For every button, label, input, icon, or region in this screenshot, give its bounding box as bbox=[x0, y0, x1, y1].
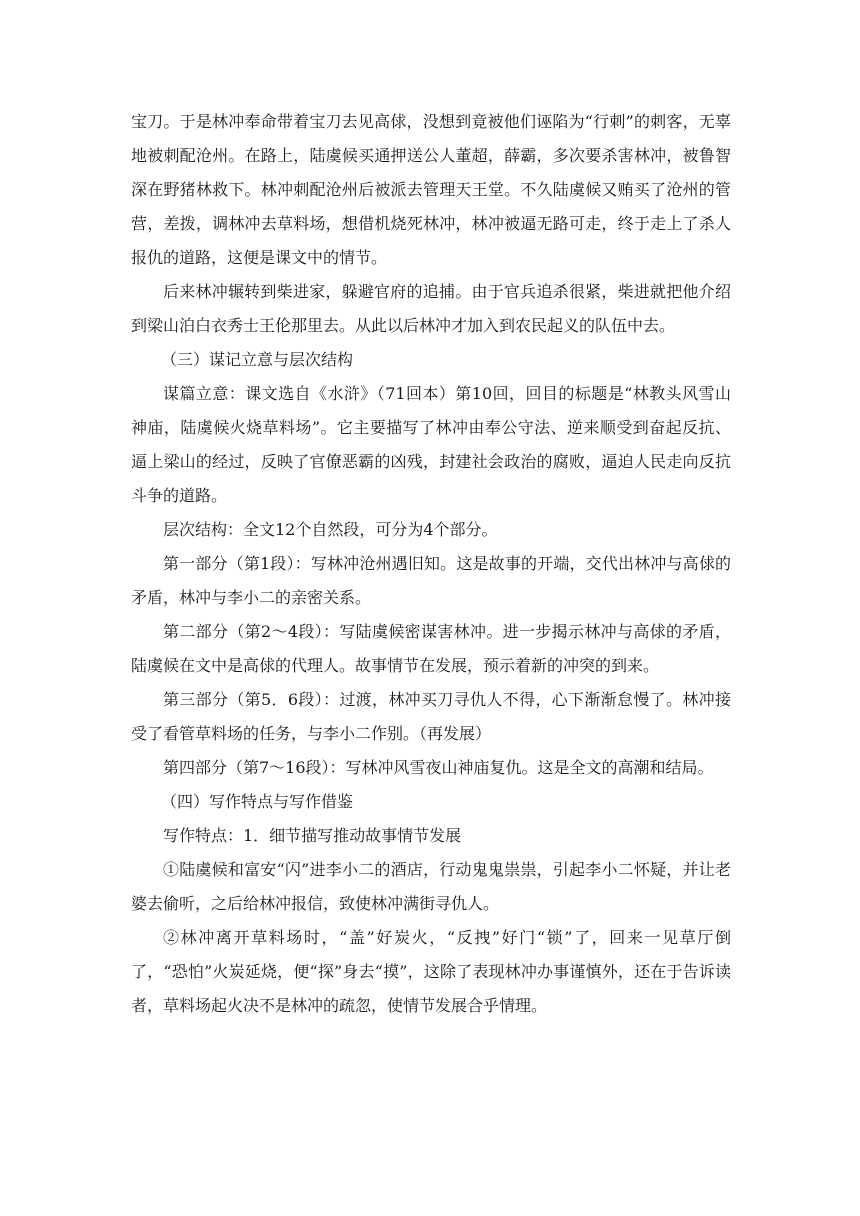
section-heading-structure: （三）谋记立意与层次结构 bbox=[161, 350, 354, 369]
paragraph-story-background: 宝刀。于是林冲奉命带着宝刀去见高俅，没想到竟被他们诬陷为“行刺”的刺客，无辜地被刺配沧州。在路上，陆虞候买通押送公人董超，薛霸，多次要杀害林冲，被鲁智深在野猪林救下。林冲刺配沧州后被派去管理天王堂。不久陆虞候又贿买了沧州的管营，差拨，调林冲去草料场，想借机烧死林冲，林冲被逼无路可走，终于走上了杀人报仇的道路，这便是课文中的情节。 bbox=[131, 112, 731, 267]
paragraph-structure-overview: 层次结构：全文12个自然段，可分为4个部分。 bbox=[163, 520, 498, 539]
paragraph-part-two: 第二部分（第2～4段）：写陆虞候密谋害林冲。进一步揭示林冲与高俅的矛盾，陆虞候在文中是高俅的代理人。故事情节在发展，预示着新的冲突的到来。 bbox=[131, 622, 731, 675]
paragraph-part-three: 第三部分（第5．6段）：过渡，林冲买刀寻仇人不得，心下渐渐怠慢了。林冲接受了看管草料场的任务，与李小二作别。（再发展） bbox=[131, 690, 731, 743]
paragraph-writing-feature-one: 写作特点：1．细节描写推动故事情节发展 bbox=[163, 826, 462, 845]
document-body bbox=[131, 105, 731, 1023]
paragraph-theme: 谋篇立意：课文选自《水浒》（71回本）第10回，回目的标题是“林教头风雪山神庙，陆虞候火烧草料场”。它主要描写了林冲由奉公守法、逆来顺受到奋起反抗、逼上梁山的经过，反映了官僚恶霸的凶残，封建社会政治的腐败，逼迫人民走向反抗斗争的道路。 bbox=[131, 384, 731, 505]
paragraph-detail-example-two: ②林冲离开草料场时，“盖”好炭火，“反拽”好门“锁”了，回来一见草厅倒了，“恐怕”火炭延烧，便“探”身去“摸”，这除了表现林冲办事谨慎外，还在于告诉读者，草料场起火决不是林冲的疏忽，使情节发展合乎情理。 bbox=[131, 928, 731, 1015]
paragraph-part-four: 第四部分（第7～16段）：写林冲风雪夜山神庙复仇。这是全文的高潮和结局。 bbox=[163, 758, 714, 777]
paragraph-part-one: 第一部分（第1段）：写林冲沧州遇旧知。这是故事的开端，交代出林冲与高俅的矛盾，林冲与李小二的亲密关系。 bbox=[131, 554, 731, 607]
paragraph-lin-chong-joins-liangshan: 后来林冲辗转到柴进家，躲避官府的追捕。由于官兵追杀很紧，柴进就把他介绍到梁山泊白衣秀士王伦那里去。从此以后林冲才加入到农民起义的队伍中去。 bbox=[131, 282, 731, 335]
section-heading-writing-features: （四）写作特点与写作借鉴 bbox=[161, 792, 354, 811]
paragraph-detail-example-one: ①陆虞候和富安“闪”进李小二的酒店，行动鬼鬼祟祟，引起李小二怀疑，并让老婆去偷听，之后给林冲报信，致使林冲满街寻仇人。 bbox=[131, 860, 731, 913]
